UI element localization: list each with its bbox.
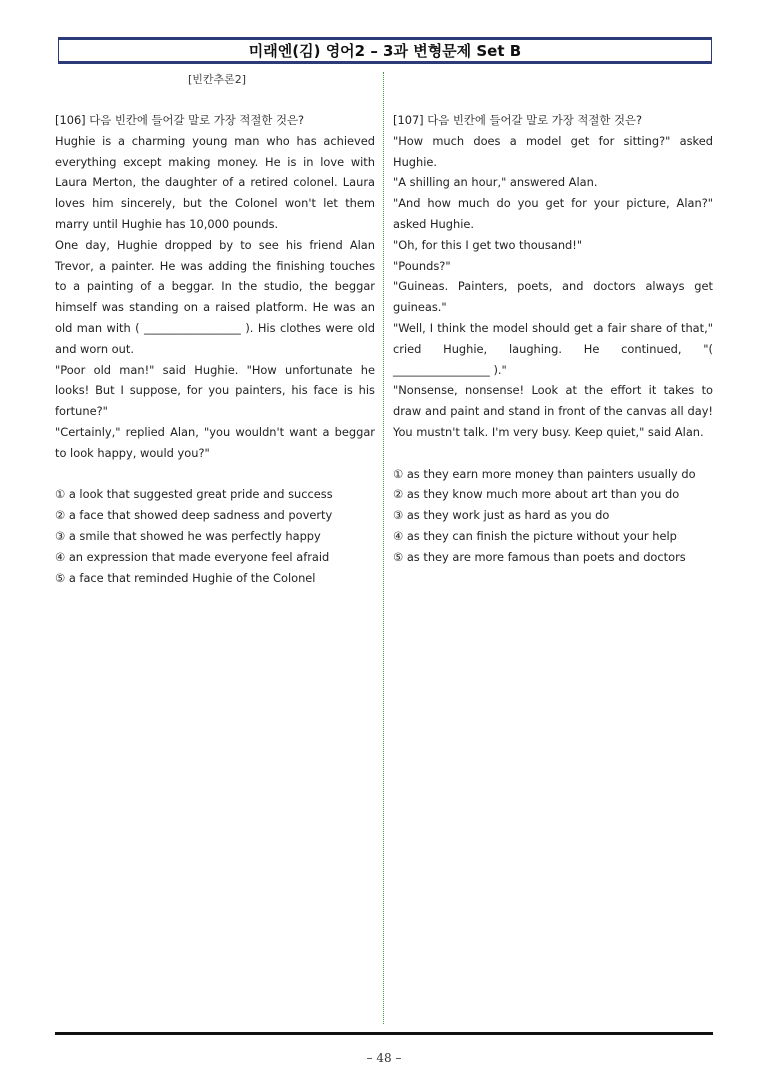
section-tag: [빈칸추론2] bbox=[188, 73, 247, 86]
choice-5[interactable]: ⑤ a face that reminded Hughie of the Colonel bbox=[55, 570, 316, 585]
passage-paragraph: One day, Hughie dropped by to see his friend Alan Trevor, a painter. He was adding the finishing touches to a painting of a beggar. In the studio, the beggar himself was standing on a raised platform. He was an old man with ( _________________ ). His clothes were old and worn out. bbox=[55, 237, 375, 356]
choice-list bbox=[55, 484, 375, 588]
choice-list bbox=[393, 464, 713, 568]
choice-2[interactable]: ② as they know much more about art than you do bbox=[393, 487, 680, 502]
passage-paragraph: "Guineas. Painters, poets, and doctors always get guineas." bbox=[393, 279, 713, 315]
passage-paragraph: "Nonsense, nonsense! Look at the effort it takes to draw and paint and stand in front of the canvas all day! You mustn't talk. I'm very busy. Keep quiet," said Alan. bbox=[393, 383, 713, 439]
choice-5[interactable]: ⑤ as they are more famous than poets and doctors bbox=[393, 549, 686, 564]
choice-4[interactable]: ④ an expression that made everyone feel afraid bbox=[55, 549, 330, 564]
passage-paragraph: "Oh, for this I get two thousand!" bbox=[393, 237, 583, 252]
choice-3[interactable]: ③ a smile that showed he was perfectly happy bbox=[55, 528, 321, 543]
footer-rule bbox=[55, 1032, 713, 1035]
passage-paragraph: Hughie is a charming young man who has achieved everything except making money. He is in love with Laura Merton, the daughter of a retired colonel. Laura loves him sincerely, but the Colonel won't let them marry until Hughie has 10,000 pounds. bbox=[55, 133, 375, 231]
column-divider bbox=[383, 72, 384, 1024]
question-107 bbox=[393, 110, 713, 568]
choice-1[interactable]: ① as they earn more money than painters usually do bbox=[393, 466, 696, 481]
passage-paragraph: "Poor old man!" said Hughie. "How unfortunate he looks! But I suppose, for you painters, his face is his fortune?" bbox=[55, 362, 375, 419]
passage-paragraph: "And how much do you get for your picture, Alan?" asked Hughie. bbox=[393, 196, 713, 231]
page-number: – 48 – bbox=[366, 1051, 402, 1065]
passage-paragraph: "Pounds?" bbox=[393, 258, 451, 273]
passage-paragraph: "A shilling an hour," answered Alan. bbox=[393, 175, 598, 190]
question-106-prompt: [106] 다음 빈칸에 들어갈 말로 가장 적절한 것은? bbox=[55, 113, 305, 127]
choice-1[interactable]: ① a look that suggested great pride and success bbox=[55, 487, 333, 502]
passage-paragraph: "How much does a model get for sitting?" asked Hughie. bbox=[393, 133, 713, 169]
question-107-prompt: [107] 다음 빈칸에 들어갈 말로 가장 적절한 것은? bbox=[393, 113, 643, 127]
passage-paragraph: "Well, I think the model should get a fair share of that," cried Hughie, laughing. He continued, "( _________________ )." bbox=[393, 320, 713, 377]
choice-3[interactable]: ③ as they work just as hard as you do bbox=[393, 508, 610, 523]
choice-2[interactable]: ② a face that showed deep sadness and poverty bbox=[55, 508, 333, 523]
choice-4[interactable]: ④ as they can finish the picture without your help bbox=[393, 528, 677, 543]
document-title: 미래엔(김) 영어2 – 3과 변형문제 Set B bbox=[58, 37, 712, 64]
passage-paragraph: "Certainly," replied Alan, "you wouldn't want a beggar to look happy, would you?" bbox=[55, 424, 375, 460]
question-106 bbox=[55, 110, 375, 588]
